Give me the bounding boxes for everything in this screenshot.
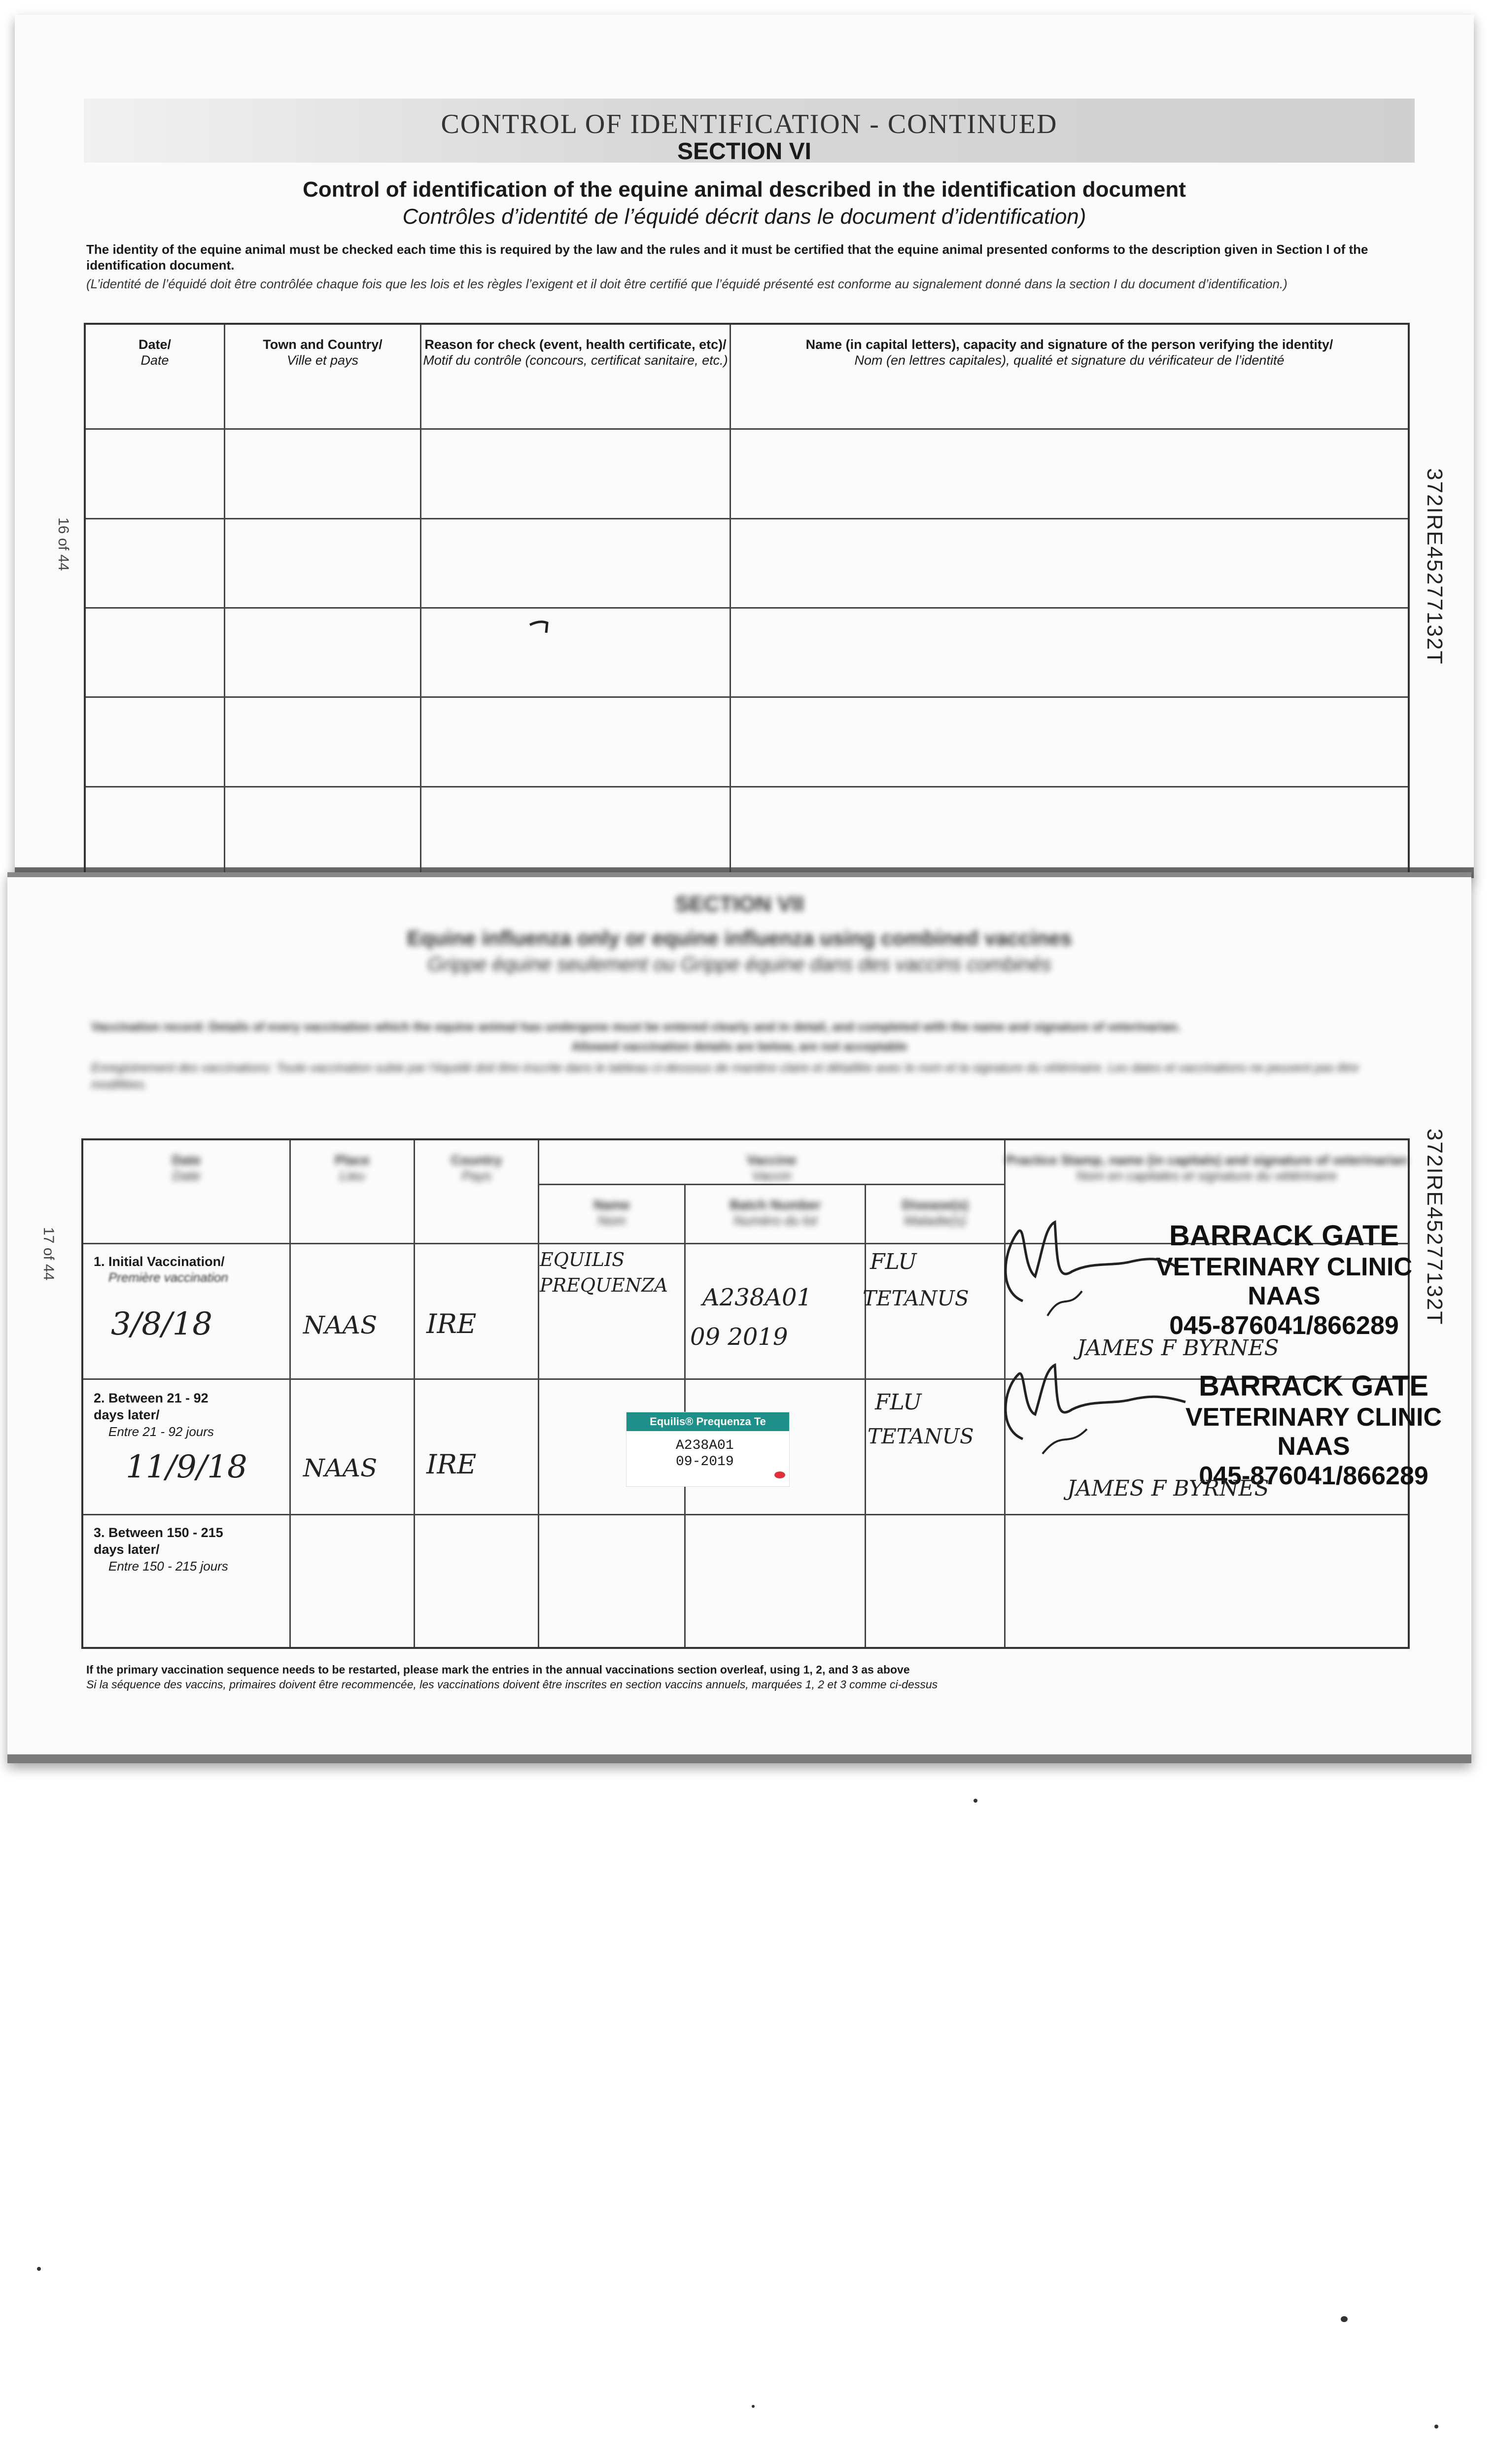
col-date-header: Date/ Date [85, 324, 225, 429]
table-row [82, 1515, 1409, 1648]
row-1-date: 3/8/18 [111, 1306, 212, 1342]
col-vaccine-header: Vaccine Vaccin [539, 1139, 1005, 1185]
vet-practice-stamp: BARRACK GATE VETERINARY CLINIC NAAS 045-876041/866289 [1155, 1220, 1413, 1340]
col-place-header: Place Lieu [290, 1139, 414, 1244]
footer-note-en: If the primary vaccination sequence needs to be restarted, please mark the entries in the annual vaccinations section overleaf, using 1, 2, and 3 as above [86, 1663, 910, 1676]
sticker-batch: A238A01 [676, 1438, 734, 1453]
sticker-red-mark [774, 1472, 785, 1478]
section-title-en: Equine influenza only or equine influenza using combined vaccines [407, 926, 1072, 950]
table-row [85, 518, 1409, 608]
row-2-label: 2. Between 21 - 92 days later/ [94, 1391, 209, 1422]
intro-text-en: The identity of the equine animal must be checked each time this is required by the law and the rules and it must be certified that the equine animal presented conforms to the description given in Section I of the identification document. [86, 242, 1368, 273]
sticker-product-name: Equilis® Prequenza Te [626, 1412, 789, 1431]
vet-practice-stamp: BARRACK GATE VETERINARY CLINIC NAAS 045-876041/866289 [1185, 1370, 1442, 1491]
vet-signature [988, 1193, 1215, 1340]
col-vet-header: Practice Stamp, name (in capitals) and signature of veterinarian Nom en capitales et signature du vétérinaire [1005, 1139, 1409, 1244]
col-reason-header: Reason for check (event, health certificate, etc)/ Motif du contrôle (concours, certificat sanitaire, etc.) [421, 324, 731, 429]
identity-check-table [84, 323, 1410, 877]
row-2-label-fr: Entre 21 - 92 jours [108, 1424, 214, 1439]
scan-speck [974, 1799, 977, 1803]
intro-text-1: Vaccination record: Details of every vaccination which the equine animal has undergone must be entered clearly and in detail, and completed with the name and signature of veterinarian. [91, 1020, 1181, 1034]
row-1-batch-expiry: 09 2019 [690, 1323, 788, 1351]
page-number: 16 of 44 [55, 517, 71, 571]
col-vname-header: Name Nom [539, 1185, 685, 1244]
footer-note-fr: Si la séquence des vaccins, primaires doivent être recommencée, les vaccinations doivent être inscrites en section vaccins annuels, marquées 1, 2 et 3 comme ci-dessus [86, 1678, 938, 1691]
row-1-country: IRE [426, 1308, 477, 1339]
col-date-header: Date Date [82, 1139, 290, 1244]
passport-page-17 [7, 872, 1471, 1763]
row-2-vet-name: JAMES F BYRNES [1067, 1476, 1269, 1501]
col-country-header: Country Pays [414, 1139, 538, 1244]
row-1-vaccine-name: EQUILIS PREQUENZA [540, 1249, 668, 1296]
section-title-en: Control of identification of the equine animal described in the identification document [303, 177, 1186, 202]
scan-speck [1434, 2425, 1438, 2429]
row-2-date: 11/9/18 [126, 1449, 247, 1485]
row-1-disease-1: FLU [870, 1249, 917, 1274]
page-number: 17 of 44 [40, 1227, 57, 1281]
document-id-vertical: 372IRE45277132T [1423, 1129, 1447, 1326]
table-row [85, 608, 1409, 697]
scan-speck [752, 2405, 755, 2408]
row-1-vet-name: JAMES F BYRNES [1077, 1335, 1279, 1361]
banner-title: CONTROL OF IDENTIFICATION - CONTINUED [441, 109, 1058, 139]
row-1-label-fr: Première vaccination [108, 1270, 228, 1285]
row-3-label: 3. Between 150 - 215 days later/ [94, 1525, 223, 1557]
row-1-disease-2: TETANUS [863, 1286, 969, 1310]
table-row [85, 429, 1409, 518]
col-batch-header: Batch Number Numéro du lot [685, 1185, 866, 1244]
table-row [85, 787, 1409, 876]
intro-text-3: Enregistrement des vaccinations: Toute vaccination subie par l’équidé doit être inscrite dans le tableau ci-dessous de manière claire et détaillée avec le nom et la signature du vétérinaire. Les dates et vaccinations ne peuvent pas être modifiées. [91, 1061, 1359, 1092]
row-1-place: NAAS [303, 1311, 378, 1339]
section-heading: SECTION VI [677, 138, 812, 165]
sticker-expiry: 09-2019 [676, 1454, 734, 1470]
intro-text-2: Allowed vaccination details are below, are not acceptable [571, 1040, 907, 1054]
vaccine-batch-sticker [626, 1412, 790, 1487]
row-2-disease-1: FLU [875, 1390, 922, 1415]
passport-page-16 [15, 15, 1474, 878]
row-1-label: 1. Initial Vaccination/ [94, 1254, 225, 1269]
row-2-disease-2: TETANUS [868, 1424, 974, 1448]
vet-signature [988, 1340, 1225, 1469]
col-town-header: Town and Country/ Ville et pays [225, 324, 421, 429]
row-2-country: IRE [426, 1449, 477, 1480]
col-disease-header: Disease(s) Maladie(s) [866, 1185, 1005, 1244]
table-row [85, 697, 1409, 787]
row-3-label-fr: Entre 150 - 215 jours [108, 1559, 228, 1574]
scan-speck [1341, 2316, 1348, 2322]
document-id-vertical: 372IRE45277132T [1423, 468, 1447, 665]
section-title-fr: Contrôles d’identité de l’équidé décrit dans le document d’identification) [402, 205, 1086, 229]
col-name-header: Name (in capital letters), capacity and signature of the person verifying the identity/ Nom (en lettres capitales), qualité et signature du vérificateur de l’identité [731, 324, 1409, 429]
pen-mark [527, 616, 552, 636]
section-heading: SECTION VII [675, 892, 804, 916]
scan-speck [37, 2267, 41, 2271]
row-1-batch: A238A01 [702, 1284, 812, 1311]
row-2-place: NAAS [303, 1454, 378, 1482]
section-title-fr: Grippe équine seulement ou Grippe équine dans des vaccins combinés [427, 954, 1051, 975]
intro-text-fr: (L’identité de l’équidé doit être contrôlée chaque fois que les lois et les règles l’exigent et il doit être certifié que l’équidé présenté est conforme au signalement donné dans la section I du document d’identification.) [86, 276, 1287, 291]
